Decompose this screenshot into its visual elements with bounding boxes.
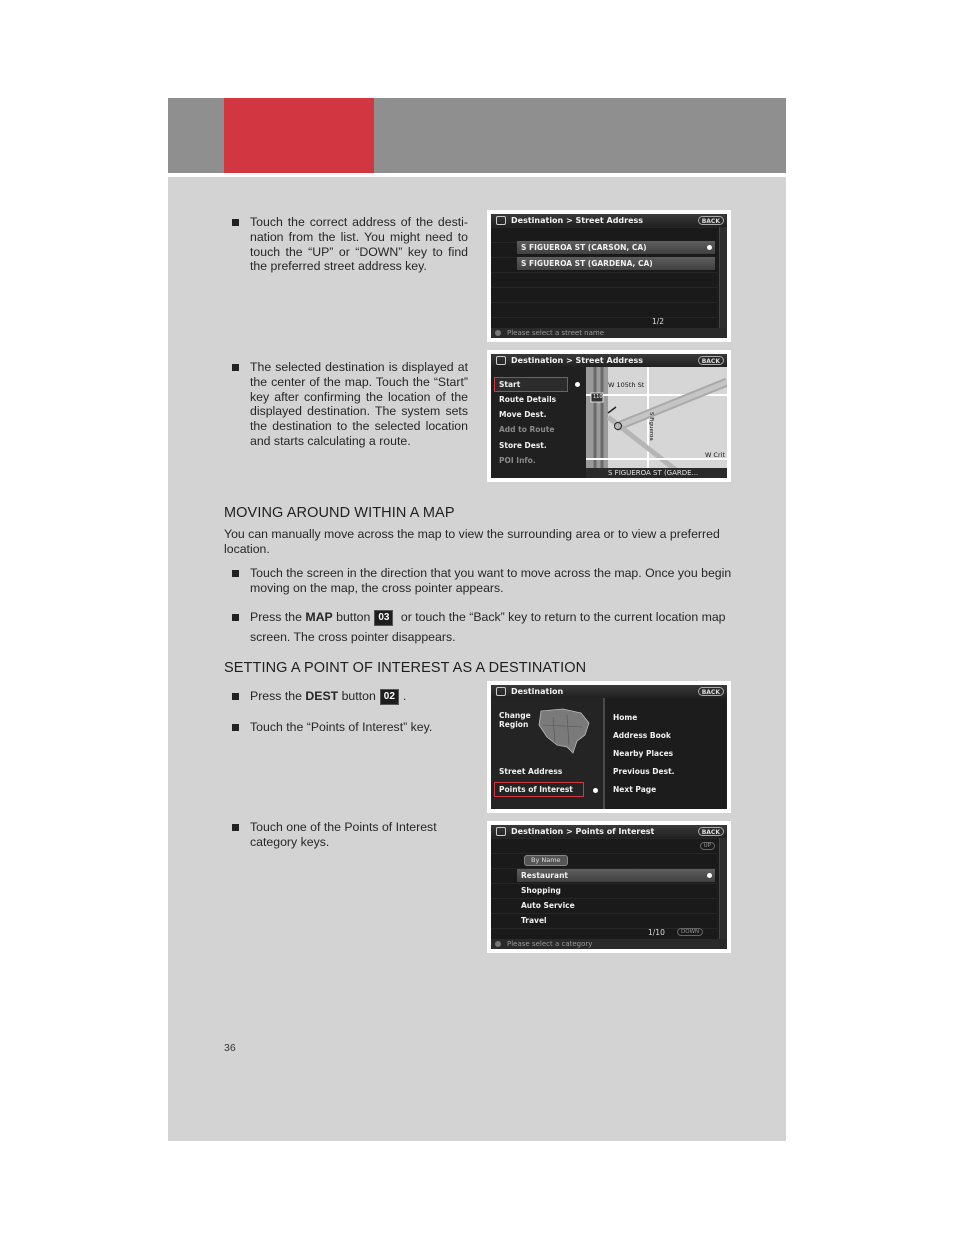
bullet-touch-category bbox=[250, 820, 470, 850]
bullet-text: Press the bbox=[250, 689, 306, 703]
list-item-label: S FIGUEROA ST (GARDENA, CA) bbox=[521, 259, 653, 268]
menu-label: Store Dest. bbox=[499, 441, 547, 450]
cross-pointer-icon bbox=[614, 422, 622, 430]
bullet-square-icon bbox=[232, 824, 239, 831]
button-number-badge: 02 bbox=[380, 689, 399, 705]
dest-button-name: DEST bbox=[305, 689, 339, 703]
bullet-square-icon bbox=[232, 724, 239, 731]
start-button[interactable] bbox=[495, 378, 567, 391]
list-item[interactable] bbox=[517, 899, 715, 912]
list-item-label: Auto Service bbox=[521, 901, 575, 910]
back-button[interactable]: BACK bbox=[698, 687, 724, 696]
screen-poi-categories bbox=[487, 821, 731, 953]
street-address-button[interactable] bbox=[495, 765, 599, 778]
bullet-touch-screen bbox=[250, 566, 732, 596]
address-book-button[interactable] bbox=[609, 729, 709, 742]
bullet-text: Touch the correct address of the desti- nation from the list. You might need to touch the “UP” or “DOWN” key to find the preferred street address key. bbox=[250, 215, 468, 274]
screen-destination-map bbox=[487, 350, 731, 482]
list-item[interactable] bbox=[517, 884, 715, 897]
hint-text: Please select a street name bbox=[507, 329, 605, 337]
navigation-icon bbox=[496, 687, 506, 696]
back-button[interactable]: BACK bbox=[698, 216, 724, 225]
bullet-press-dest bbox=[250, 689, 470, 705]
menu-label: Start bbox=[499, 380, 521, 389]
bullet-press-map bbox=[250, 607, 732, 647]
screen-destination-menu bbox=[487, 681, 731, 813]
bullet-text: . bbox=[402, 689, 407, 703]
map-area[interactable] bbox=[586, 367, 727, 478]
map-footer-address: S FIGUEROA ST (GARDE... bbox=[586, 468, 727, 478]
map-street-label: W Crit bbox=[704, 451, 725, 459]
list-item-label: Travel bbox=[521, 916, 547, 925]
menu-label: Route Details bbox=[499, 395, 557, 404]
bullet-text: button bbox=[338, 689, 376, 703]
hint-text: Please select a category bbox=[507, 940, 593, 948]
list-item-label: Restaurant bbox=[521, 871, 568, 880]
menu-label: Next Page bbox=[613, 785, 657, 794]
back-button[interactable]: BACK bbox=[698, 356, 724, 365]
menu-label: Move Dest. bbox=[499, 410, 547, 419]
selected-dot-icon bbox=[575, 382, 580, 387]
bullet-selected-destination bbox=[250, 360, 468, 449]
page-number: 36 bbox=[224, 1042, 236, 1054]
selected-dot-icon bbox=[593, 788, 598, 793]
bullet-text: Touch one of the Points of Interest category keys. bbox=[250, 820, 437, 849]
screen-title: Destination bbox=[511, 687, 564, 696]
section-heading-moving: MOVING AROUND WITHIN A MAP bbox=[224, 505, 455, 521]
bullet-text: Touch the “Points of Interest” key. bbox=[250, 720, 433, 734]
screen-title: Destination > Points of Interest bbox=[511, 827, 655, 836]
bullet-text: button bbox=[332, 610, 371, 624]
info-icon bbox=[495, 941, 501, 947]
bullet-square-icon bbox=[232, 364, 239, 371]
list-item-label: S FIGUEROA ST (CARSON, CA) bbox=[521, 243, 647, 252]
map-street-label: W 105th St bbox=[608, 381, 645, 389]
header-accent bbox=[224, 98, 374, 173]
bullet-square-icon bbox=[232, 693, 239, 700]
menu-label: Nearby Places bbox=[613, 749, 674, 758]
next-page-button[interactable] bbox=[609, 783, 709, 796]
add-to-route-button[interactable] bbox=[495, 423, 581, 436]
bullet-text: Touch the screen in the direction that you want to move across the map. Once you begin moving on the map, the cross pointer appears. bbox=[250, 566, 732, 595]
move-dest-button[interactable] bbox=[495, 408, 581, 421]
points-of-interest-button[interactable] bbox=[495, 783, 583, 796]
store-dest-button[interactable] bbox=[495, 439, 581, 452]
bullet-square-icon bbox=[232, 614, 239, 621]
screen-title: Destination > Street Address bbox=[511, 356, 644, 365]
list-item[interactable] bbox=[517, 257, 715, 270]
list-item[interactable] bbox=[517, 241, 715, 254]
bullet-select-address bbox=[250, 215, 468, 274]
back-button[interactable]: BACK bbox=[698, 827, 724, 836]
list-item[interactable] bbox=[517, 914, 715, 927]
list-item[interactable] bbox=[517, 869, 715, 882]
menu-label: Home bbox=[613, 713, 638, 722]
map-button-name: MAP bbox=[305, 610, 333, 624]
list-item-label: Shopping bbox=[521, 886, 561, 895]
info-icon bbox=[495, 330, 501, 336]
up-button[interactable]: UP bbox=[700, 842, 715, 850]
navigation-icon bbox=[496, 216, 506, 225]
bullet-square-icon bbox=[232, 570, 239, 577]
route-details-button[interactable] bbox=[495, 393, 581, 406]
scrollbar[interactable] bbox=[719, 838, 727, 939]
menu-label: Change Region bbox=[499, 711, 531, 729]
down-button[interactable]: DOWN bbox=[677, 928, 703, 936]
menu-label: POI Info. bbox=[499, 456, 536, 465]
selected-dot-icon bbox=[707, 873, 712, 878]
menu-label: Points of Interest bbox=[499, 785, 573, 794]
menu-label: Address Book bbox=[613, 731, 671, 740]
bullet-text: The selected destination is displayed at the center of the map. Touch the “Start” key after confirming the location of the displayed destination. The system sets the destination to the selected location and starts calculating a route. bbox=[250, 360, 468, 448]
menu-label: Previous Dest. bbox=[613, 767, 675, 776]
map-street-label: S Figueroa bbox=[648, 412, 654, 441]
screen-street-address-list bbox=[487, 210, 731, 342]
section-heading-poi: SETTING A POINT OF INTEREST AS A DESTINATION bbox=[224, 660, 587, 676]
page-indicator: 1/2 bbox=[652, 317, 665, 326]
previous-dest-button[interactable] bbox=[609, 765, 709, 778]
page-indicator: 1/10 bbox=[648, 928, 665, 937]
bullet-text: Press the bbox=[250, 610, 306, 624]
highway-shield: 110 bbox=[593, 394, 603, 400]
bullet-text: or touch the “Back” key to return to the current location map screen. The cross pointer disappears. bbox=[250, 610, 726, 644]
button-number-badge: 03 bbox=[374, 610, 393, 626]
moving-intro: You can manually move across the map to view the surrounding area or to view a preferred location. bbox=[224, 527, 720, 556]
navigation-icon bbox=[496, 827, 506, 836]
menu-label: Street Address bbox=[499, 767, 563, 776]
nearby-places-button[interactable] bbox=[609, 747, 709, 760]
poi-info-button[interactable] bbox=[495, 454, 581, 467]
scrollbar[interactable] bbox=[719, 227, 727, 328]
by-name-button[interactable]: By Name bbox=[524, 855, 568, 866]
navigation-icon bbox=[496, 356, 506, 365]
home-button[interactable] bbox=[609, 711, 709, 724]
bullet-square-icon bbox=[232, 219, 239, 226]
screen-title: Destination > Street Address bbox=[511, 216, 644, 225]
change-region-button[interactable] bbox=[495, 711, 547, 729]
menu-label: Add to Route bbox=[499, 425, 555, 434]
bullet-touch-poi bbox=[250, 720, 470, 735]
selected-dot-icon bbox=[707, 245, 712, 250]
